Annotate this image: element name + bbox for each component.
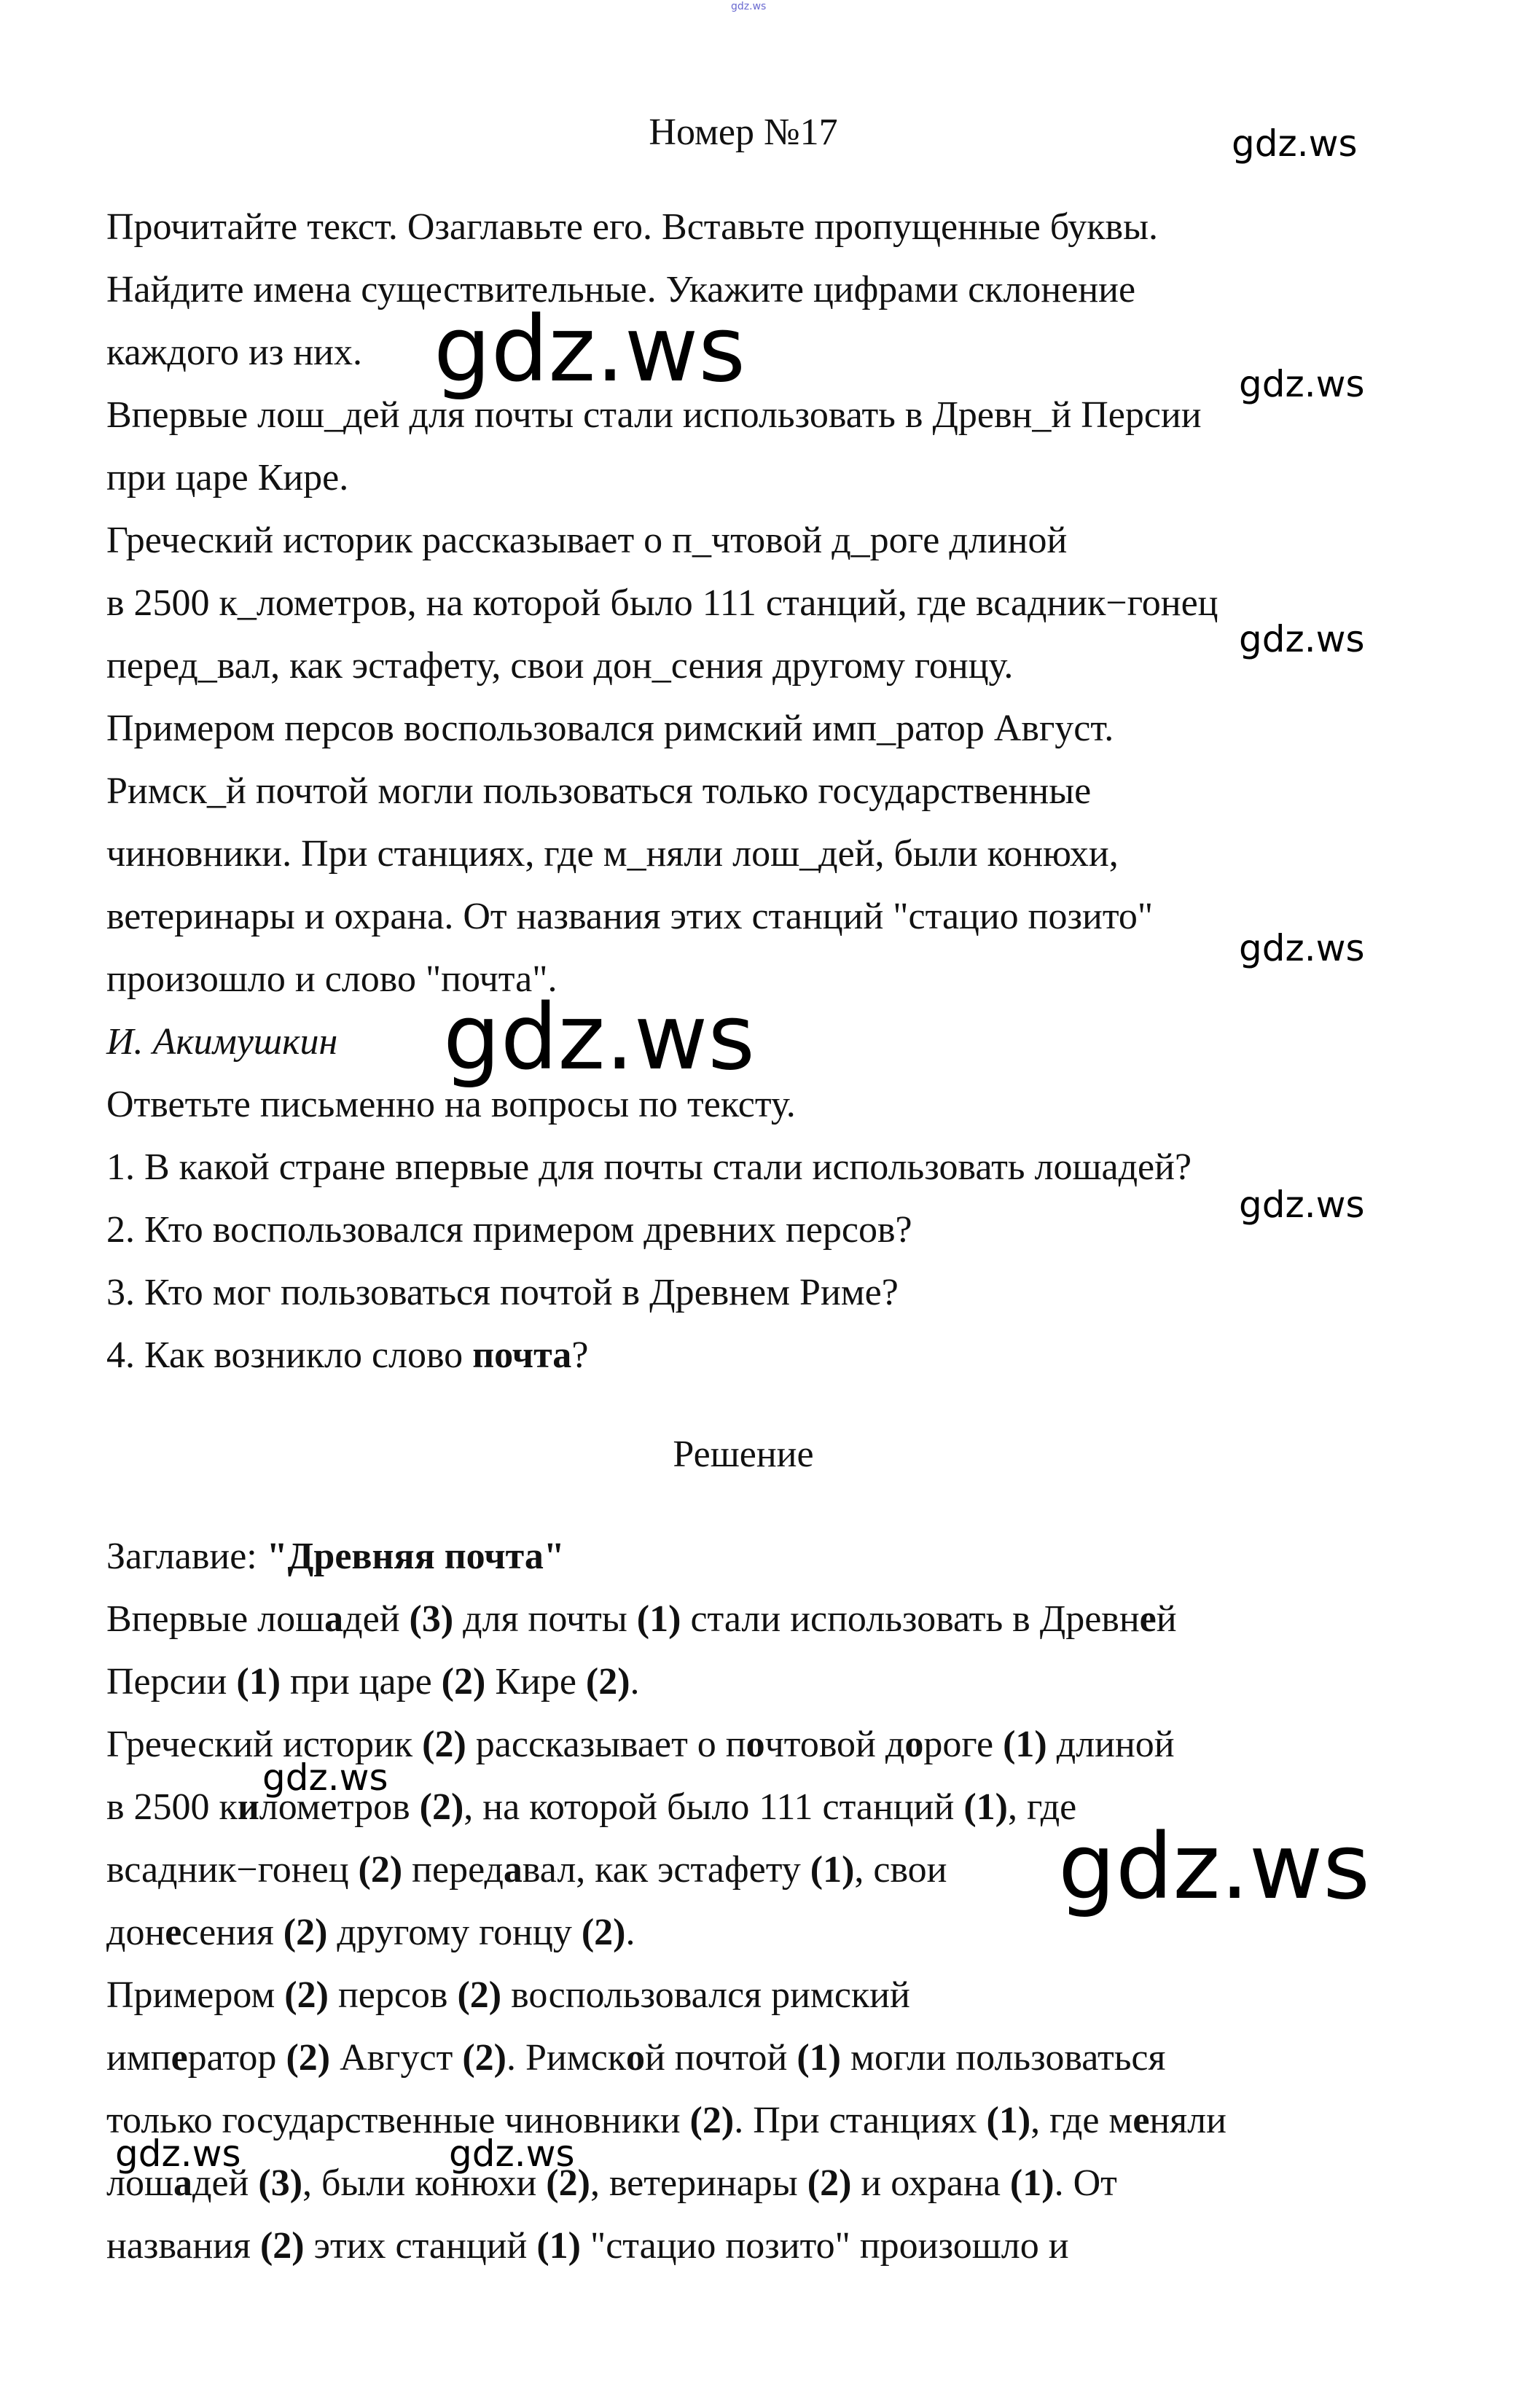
solution-text: другому гонцу <box>327 1912 582 1953</box>
top-mark: gdz.ws <box>731 1 767 12</box>
solution-text: могли пользоваться <box>840 2037 1166 2079</box>
task-line: Примером персов воспользовался римский имп_ратор Август. <box>106 708 1114 749</box>
solution-text: . <box>625 1912 635 1953</box>
solution-text: воспользовался римский <box>501 1974 910 2016</box>
solution-text: "стацио позито" произошло и <box>580 2225 1069 2267</box>
solution-text: й почтой <box>644 2037 797 2079</box>
solution-mark: (1) <box>810 1849 855 1891</box>
solution-mark: (3) <box>409 1598 454 1640</box>
solution-line <box>106 2036 1165 2080</box>
page-title: Номер №17 <box>649 112 838 153</box>
solution-text: роге <box>923 1724 1003 1765</box>
solution-text: , на которой было 111 станций <box>463 1786 964 1828</box>
task-line: Впервые лош_дей для почты стали использовать в Древн_й Персии <box>106 394 1202 436</box>
solution-line <box>106 1848 947 1892</box>
solution-line <box>106 2099 1226 2143</box>
solution-mark: е <box>1139 1598 1157 1640</box>
question: 3. Кто мог пользоваться почтой в Древнем Риме? <box>106 1272 899 1313</box>
solution-text: этих станций <box>304 2225 537 2267</box>
solution-mark: (2) <box>807 2162 852 2204</box>
question-text: 4. Как возникло слово <box>106 1334 473 1376</box>
solution-text: няли <box>1149 2100 1226 2141</box>
solution-text: , ветеринары <box>590 2162 807 2204</box>
task-line: чиновники. При станциях, где м_няли лош_дей, были конюхи, <box>106 833 1119 875</box>
solution-text: вал, как эстафету <box>522 1849 810 1891</box>
solution-text: , где <box>1007 1786 1077 1828</box>
watermark: gdz.ws <box>1232 122 1358 165</box>
solution-text: . При станциях <box>734 2100 987 2141</box>
solution-text: Август <box>330 2037 463 2079</box>
task-line: в 2500 к_лометров, на которой было 111 станций, где всадник−гонец <box>106 582 1218 624</box>
solution-line <box>106 2162 1117 2205</box>
solution-text: Персии <box>106 1661 237 1703</box>
solution-text: дей <box>192 2162 259 2204</box>
solution-heading: Решение <box>673 1434 814 1475</box>
task-line: произошло и слово "почта". <box>106 958 557 1000</box>
solution-mark: (1) <box>236 1661 281 1703</box>
solution-mark: (2) <box>283 1912 328 1953</box>
solution-text: . <box>630 1661 640 1703</box>
solution-text: стали использовать в Древн <box>681 1598 1140 1640</box>
solution-line <box>106 1974 910 2017</box>
solution-text: . Римск <box>506 2037 626 2079</box>
solution-mark: (2) <box>546 2162 590 2204</box>
solution-text: , свои <box>854 1849 947 1891</box>
solution-mark: о <box>904 1724 924 1765</box>
solution-mark: (1) <box>963 1786 1008 1828</box>
solution-text: ратор <box>187 2037 286 2079</box>
solution-mark: (1) <box>536 2225 581 2267</box>
questions-intro: Ответьте письменно на вопросы по тексту. <box>106 1084 796 1125</box>
solution-mark: а <box>324 1598 344 1640</box>
watermark: gdz.ws <box>1058 1815 1370 1920</box>
solution-mark: а <box>503 1849 523 1891</box>
watermark: gdz.ws <box>1239 618 1365 660</box>
author: И. Акимушкин <box>106 1021 338 1063</box>
watermark: gdz.ws <box>443 985 755 1090</box>
solution-title-label: Заглавие: <box>106 1536 267 1577</box>
solution-text: названия <box>106 2225 260 2267</box>
solution-text: Впервые лош <box>106 1598 325 1640</box>
solution-text: всадник−гонец <box>106 1849 359 1891</box>
solution-mark: а <box>173 2162 192 2204</box>
solution-mark: (2) <box>286 2037 331 2079</box>
solution-text: персов <box>328 1974 458 2016</box>
solution-text: дон <box>106 1912 165 1953</box>
watermark: gdz.ws <box>449 2133 575 2175</box>
solution-mark: е <box>171 2037 188 2079</box>
solution-text: имп <box>106 2037 171 2079</box>
solution-mark: (2) <box>457 1974 502 2016</box>
solution-text: лометров <box>259 1786 420 1828</box>
watermark: gdz.ws <box>1239 1184 1365 1226</box>
solution-mark: (2) <box>259 2225 305 2267</box>
solution-text: и охрана <box>851 2162 1010 2204</box>
solution-text: чтовой д <box>764 1724 905 1765</box>
solution-mark: (3) <box>258 2162 303 2204</box>
solution-line <box>106 1660 640 1704</box>
solution-mark: о <box>746 1724 765 1765</box>
solution-text: Кире <box>485 1661 586 1703</box>
solution-text: , где м <box>1030 2100 1133 2141</box>
solution-text: только государственные чиновники <box>106 2100 690 2141</box>
solution-text: лош <box>106 2162 173 2204</box>
solution-text: . От <box>1054 2162 1117 2204</box>
solution-text: при царе <box>281 1661 442 1703</box>
task-line: каждого из них. <box>106 332 362 373</box>
solution-mark: (1) <box>1003 1724 1047 1765</box>
solution-mark: (2) <box>358 1849 403 1891</box>
solution-text: рассказывает о п <box>466 1724 746 1765</box>
task-line: Найдите имена существительные. Укажите цифрами склонение <box>106 269 1136 310</box>
solution-mark: (2) <box>462 2037 506 2079</box>
solution-text: Примером <box>106 1974 285 2016</box>
solution-mark: е <box>165 1912 182 1953</box>
solution-mark: (2) <box>419 1786 464 1828</box>
solution-mark: (2) <box>422 1724 466 1765</box>
solution-title-value: "Древняя почта" <box>266 1536 565 1577</box>
watermark: gdz.ws <box>1239 927 1365 969</box>
solution-mark: (1) <box>986 2100 1031 2141</box>
solution-mark: (2) <box>585 1661 630 1703</box>
watermark: gdz.ws <box>115 2133 241 2175</box>
task-line: Римск_й почтой могли пользоваться только государственные <box>106 770 1092 812</box>
solution-mark: (1) <box>1009 2162 1055 2204</box>
solution-text: в 2500 к <box>106 1786 238 1828</box>
task-line: ветеринары и охрана. От названия этих станций "стацио позито" <box>106 896 1154 937</box>
question-keyword: почта <box>472 1334 572 1376</box>
solution-title <box>106 1535 565 1579</box>
solution-line <box>106 1598 1177 1641</box>
solution-mark: (2) <box>689 2100 735 2141</box>
solution-line <box>106 1911 635 1955</box>
question: 1. В какой стране впервые для почты стали использовать лошадей? <box>106 1146 1192 1188</box>
solution-text: Греческий историк <box>106 1724 423 1765</box>
solution-line <box>106 1786 1076 1829</box>
solution-mark: (2) <box>441 1661 486 1703</box>
solution-text: для почты <box>453 1598 637 1640</box>
solution-mark: о <box>625 2037 645 2079</box>
task-line: при царе Кире. <box>106 457 349 499</box>
solution-mark: и <box>237 1786 259 1828</box>
question: 2. Кто воспользовался примером древних персов? <box>106 1209 912 1251</box>
solution-mark: (2) <box>581 1912 626 1953</box>
watermark: gdz.ws <box>262 1756 388 1799</box>
solution-text: сения <box>181 1912 283 1953</box>
solution-mark: (2) <box>284 1974 329 2016</box>
watermark: gdz.ws <box>1239 363 1365 405</box>
question <box>106 1334 588 1377</box>
solution-text: , были конюхи <box>302 2162 547 2204</box>
solution-mark: е <box>1132 2100 1150 2141</box>
solution-line <box>106 2224 1069 2268</box>
solution-mark: (1) <box>636 1598 681 1640</box>
task-line: перед_вал, как эстафету, свои дон_сения другому гонцу. <box>106 645 1014 687</box>
solution-text: й <box>1156 1598 1177 1640</box>
question-text: ? <box>571 1334 589 1376</box>
solution-text: длиной <box>1046 1724 1175 1765</box>
task-line: Греческий историк рассказывает о п_чтовой д_роге длиной <box>106 520 1068 561</box>
watermark: gdz.ws <box>434 297 746 402</box>
solution-mark: (1) <box>797 2037 841 2079</box>
solution-text: перед <box>402 1849 504 1891</box>
solution-text: дей <box>343 1598 410 1640</box>
task-line: Прочитайте текст. Озаглавьте его. Вставьте пропущенные буквы. <box>106 206 1158 248</box>
